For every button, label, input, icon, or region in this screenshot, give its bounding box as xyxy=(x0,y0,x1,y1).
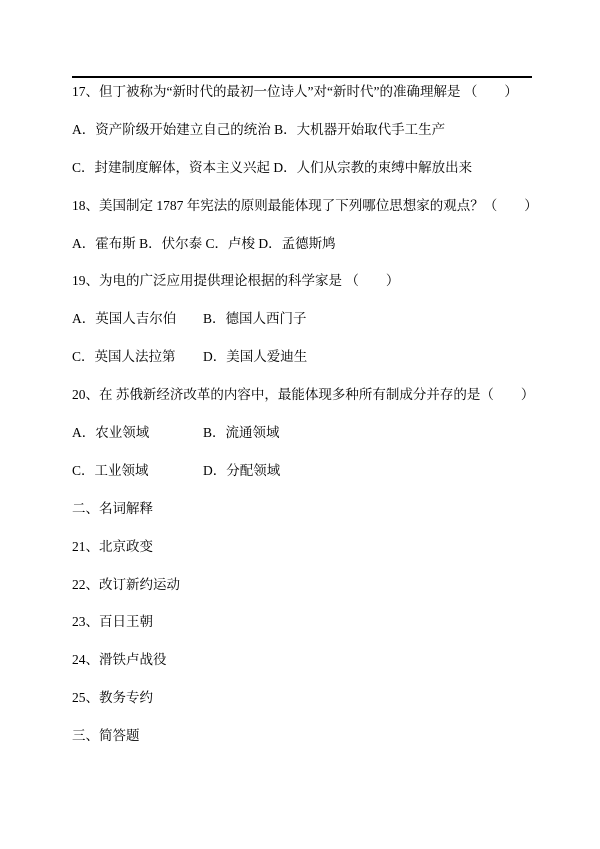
question-19-option-c: C．英国人法拉第 xyxy=(72,349,176,365)
term-item-21: 21、北京政变 xyxy=(72,538,153,554)
question-20-stem: 20、在 苏俄新经济改革的内容中，最能体现多种所有制成分并存的是（ ） xyxy=(72,387,535,403)
section-two-heading: 二、名词解释 xyxy=(72,500,153,516)
term-item-22: 22、改订新约运动 xyxy=(72,576,180,592)
question-20-option-c: C．工业领域 xyxy=(72,462,149,478)
question-18-stem: 18、美国制定 1787 年宪法的原则最能体现了下列哪位思想家的观点？（ ） xyxy=(72,197,538,213)
question-18-options: A．霍布斯 B．伏尔泰 C．卢梭 D．孟德斯鸠 xyxy=(72,235,336,251)
question-20-options-ab xyxy=(72,414,562,452)
question-17-options-ab: A．资产阶级开始建立自己的统治 B．大机器开始取代手工生产 xyxy=(72,121,446,137)
question-19-option-d: D．美国人爱迪生 xyxy=(203,349,308,365)
term-item-25: 25、教务专约 xyxy=(72,690,153,706)
question-19-options-ab xyxy=(72,300,562,338)
question-17-options-cd: C．封建制度解体，资本主义兴起 D．人们从宗教的束缚中解放出来 xyxy=(72,159,473,175)
section-three-heading: 三、简答题 xyxy=(72,728,140,744)
question-20-option-d: D．分配领域 xyxy=(203,462,281,478)
term-item-23: 23、百日王朝 xyxy=(72,614,153,630)
question-17-stem: 17、但丁被称为“新时代的最初一位诗人”对“新时代”的准确理解是 （ ） xyxy=(72,83,518,99)
question-19-stem: 19、为电的广泛应用提供理论根据的科学家是 （ ） xyxy=(72,273,400,289)
question-19-option-a: A．英国人吉尔伯 xyxy=(72,311,177,327)
question-19-options-cd xyxy=(72,338,562,376)
term-item-24: 24、滑铁卢战役 xyxy=(72,652,167,668)
question-20-options-cd xyxy=(72,452,562,490)
question-19-option-b: B．德国人西门子 xyxy=(203,311,307,327)
document-content xyxy=(72,73,562,755)
question-20-option-a: A．农业领域 xyxy=(72,424,150,440)
question-20-option-b: B．流通领域 xyxy=(203,424,280,440)
